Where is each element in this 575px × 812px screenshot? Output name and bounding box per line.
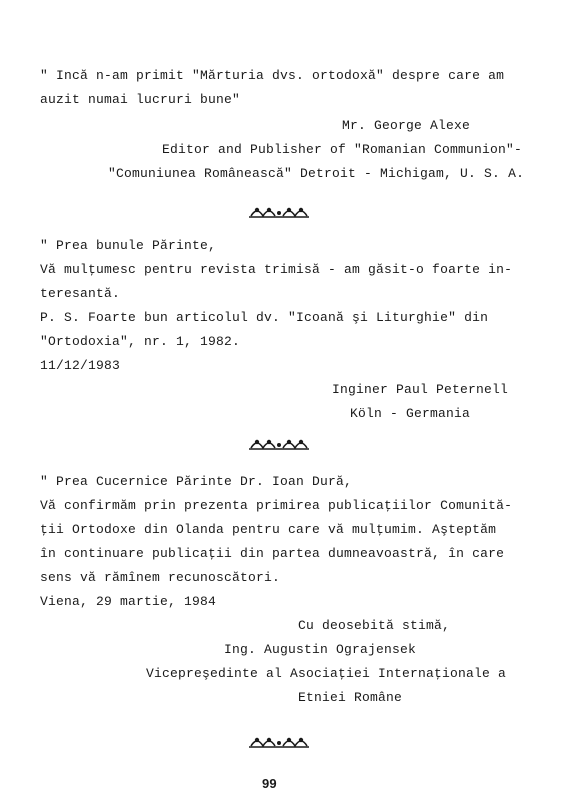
- letter-3-line-3: ţii Ortodoxe din Olanda pentru care vă mulţumim. Aşteptăm: [40, 522, 497, 537]
- letter-2-line-1: " Prea bunule Părinte,: [40, 238, 217, 253]
- letter-2-signature-name: Inginer Paul Peternell: [332, 382, 509, 397]
- letter-2-line-4: P. S. Foarte bun articolul dv. "Icoană şi Liturghie" din: [40, 310, 489, 325]
- floral-ornament-icon: [247, 204, 311, 220]
- letter-3-signature-title: Vicepreşedinte al Asociaţiei Internaţionale a: [146, 666, 507, 681]
- letter-2-line-2: Vă mulţumesc pentru revista trimisă - am găsit-o foarte in-: [40, 262, 513, 277]
- letter-2-line-3: teresantă.: [40, 286, 121, 301]
- letter-2-date: 11/12/1983: [40, 358, 121, 373]
- floral-ornament-icon: [247, 436, 311, 452]
- letter-3-line-1: " Prea Cucernice Părinte Dr. Ioan Dură,: [40, 474, 353, 489]
- page-number: 99: [262, 776, 277, 791]
- letter-3-line-5: sens vă rămînem recunoscători.: [40, 570, 281, 585]
- letter-2-signature-place: Köln - Germania: [350, 406, 471, 421]
- letter-1-signature-title: Editor and Publisher of "Romanian Communion"-: [162, 142, 523, 157]
- letter-1-signature-name: Mr. George Alexe: [342, 118, 471, 133]
- letter-3-date: Viena, 29 martie, 1984: [40, 594, 217, 609]
- letter-2-line-5: "Ortodoxia", nr. 1, 1982.: [40, 334, 241, 349]
- letter-3-closing: Cu deosebită stimă,: [298, 618, 451, 633]
- letter-1-line-1: " Incă n-am primit "Mărturia dvs. ortodoxă" despre care am: [40, 68, 505, 83]
- letter-3-signature-org: Etniei Române: [298, 690, 403, 705]
- floral-ornament-icon: [247, 734, 311, 750]
- letter-3-line-2: Vă confirmăm prin prezenta primirea publicaţiilor Comunită-: [40, 498, 513, 513]
- letter-3-line-4: în continuare publicaţii din partea dumneavoastră, în care: [40, 546, 505, 561]
- letter-1-signature-place: "Comuniunea Românească" Detroit - Michigam, U. S. A.: [108, 166, 525, 181]
- letter-1-line-2: auzit numai lucruri bune": [40, 92, 241, 107]
- letter-3-signature-name: Ing. Augustin Ograjensek: [224, 642, 417, 657]
